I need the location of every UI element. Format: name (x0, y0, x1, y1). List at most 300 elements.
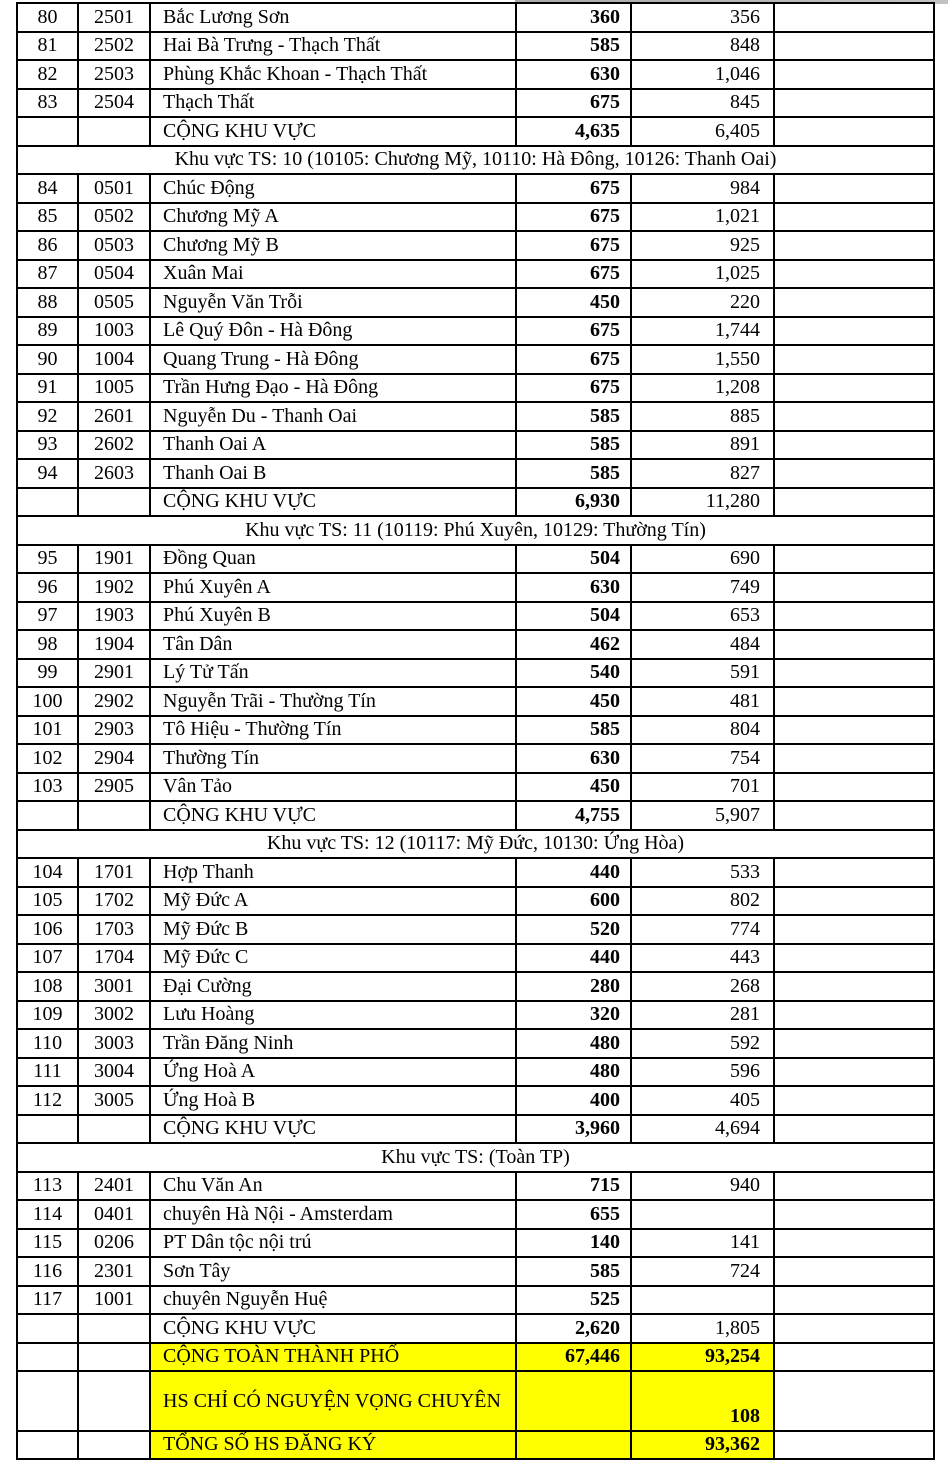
code-cell: 0401 (78, 1200, 150, 1229)
quota-cell: 6,930 (516, 488, 631, 517)
admission-table-body (17, 3, 934, 1459)
registered-cell: 481 (631, 687, 774, 716)
registered-cell: 749 (631, 573, 774, 602)
school-row (17, 345, 934, 374)
stt-cell: 93 (17, 431, 78, 460)
total-label-cell: HS CHỈ CÓ NGUYỆN VỌNG CHUYÊN (150, 1371, 516, 1431)
notes-cell (774, 488, 934, 517)
registered-cell: 93,254 (631, 1343, 774, 1372)
code-cell: 1901 (78, 545, 150, 574)
stt-cell: 113 (17, 1172, 78, 1201)
school-name-cell: Thạch Thất (150, 89, 516, 118)
quota-cell: 585 (516, 431, 631, 460)
code-cell (78, 488, 150, 517)
code-cell: 0505 (78, 288, 150, 317)
quota-cell: 675 (516, 203, 631, 232)
school-row (17, 744, 934, 773)
quota-cell: 67,446 (516, 1343, 631, 1372)
notes-cell (774, 1371, 934, 1431)
quota-cell: 585 (516, 459, 631, 488)
stt-cell: 105 (17, 887, 78, 916)
code-cell: 1004 (78, 345, 150, 374)
school-name-cell: Phùng Khắc Khoan - Thạch Thất (150, 60, 516, 89)
school-name-cell: Vân Tảo (150, 773, 516, 802)
stt-cell: 92 (17, 402, 78, 431)
notes-cell (774, 1172, 934, 1201)
quota-cell: 585 (516, 402, 631, 431)
section-header-row (17, 516, 934, 545)
code-cell (78, 1371, 150, 1431)
code-cell: 0501 (78, 174, 150, 203)
notes-cell (774, 716, 934, 745)
code-cell: 1904 (78, 630, 150, 659)
registered-cell: 281 (631, 1001, 774, 1030)
code-cell (78, 1431, 150, 1460)
code-cell: 0206 (78, 1229, 150, 1258)
school-name-cell: Hợp Thanh (150, 858, 516, 887)
code-cell: 2502 (78, 32, 150, 61)
quota-cell: 675 (516, 260, 631, 289)
quota-cell: 520 (516, 915, 631, 944)
region-total-row (17, 1314, 934, 1343)
school-name-cell: Đại Cường (150, 972, 516, 1001)
registered-cell: 1,208 (631, 374, 774, 403)
registered-cell: 1,021 (631, 203, 774, 232)
region-total-row (17, 117, 934, 146)
school-row (17, 773, 934, 802)
registered-cell: 848 (631, 32, 774, 61)
registered-cell: 1,046 (631, 60, 774, 89)
school-name-cell: Nguyễn Trãi - Thường Tín (150, 687, 516, 716)
quota-cell: 504 (516, 602, 631, 631)
code-cell (78, 1115, 150, 1144)
code-cell: 2603 (78, 459, 150, 488)
quota-cell (516, 1431, 631, 1460)
code-cell: 0503 (78, 231, 150, 260)
school-row (17, 858, 934, 887)
stt-cell (17, 1431, 78, 1460)
stt-cell (17, 488, 78, 517)
school-row (17, 317, 934, 346)
code-cell: 2602 (78, 431, 150, 460)
school-row (17, 545, 934, 574)
quota-cell: 280 (516, 972, 631, 1001)
notes-cell (774, 1229, 934, 1258)
stt-cell: 103 (17, 773, 78, 802)
notes-cell (774, 887, 934, 916)
registered-cell: 1,550 (631, 345, 774, 374)
registered-cell: 141 (631, 1229, 774, 1258)
notes-cell (774, 231, 934, 260)
registered-cell: 754 (631, 744, 774, 773)
quota-cell: 462 (516, 630, 631, 659)
registered-cell (631, 1200, 774, 1229)
notes-cell (774, 117, 934, 146)
total-label-cell: TỔNG SỐ HS ĐĂNG KÝ (150, 1431, 516, 1460)
school-name-cell: Mỹ Đức C (150, 944, 516, 973)
stt-cell (17, 801, 78, 830)
school-name-cell: Trần Đăng Ninh (150, 1029, 516, 1058)
code-cell: 2301 (78, 1257, 150, 1286)
stt-cell (17, 1371, 78, 1431)
notes-cell (774, 1001, 934, 1030)
code-cell: 2401 (78, 1172, 150, 1201)
school-row (17, 1029, 934, 1058)
total-label-cell: CỘNG TOÀN THÀNH PHỐ (150, 1343, 516, 1372)
notes-cell (774, 915, 934, 944)
section-header-cell: Khu vực TS: (Toàn TP) (17, 1143, 934, 1172)
notes-cell (774, 1058, 934, 1087)
registered-cell: 845 (631, 89, 774, 118)
registered-cell (631, 1286, 774, 1315)
code-cell (78, 117, 150, 146)
city-total-row (17, 1431, 934, 1460)
code-cell: 1903 (78, 602, 150, 631)
registered-cell: 356 (631, 3, 774, 32)
quota-cell: 675 (516, 231, 631, 260)
registered-cell: 1,744 (631, 317, 774, 346)
school-row (17, 402, 934, 431)
school-name-cell: Sơn Tây (150, 1257, 516, 1286)
total-label-cell: CỘNG KHU VỰC (150, 1314, 516, 1343)
notes-cell (774, 630, 934, 659)
school-name-cell: Bắc Lương Sơn (150, 3, 516, 32)
section-header-row (17, 1143, 934, 1172)
stt-cell: 83 (17, 89, 78, 118)
school-name-cell: Chu Văn An (150, 1172, 516, 1201)
code-cell: 1005 (78, 374, 150, 403)
region-total-row (17, 801, 934, 830)
stt-cell: 96 (17, 573, 78, 602)
stt-cell: 102 (17, 744, 78, 773)
notes-cell (774, 1115, 934, 1144)
quota-cell: 450 (516, 687, 631, 716)
registered-cell: 984 (631, 174, 774, 203)
school-name-cell: Ứng Hoà A (150, 1058, 516, 1087)
school-name-cell: PT Dân tộc nội trú (150, 1229, 516, 1258)
stt-cell: 116 (17, 1257, 78, 1286)
quota-cell: 140 (516, 1229, 631, 1258)
quota-cell: 585 (516, 716, 631, 745)
school-row (17, 431, 934, 460)
stt-cell: 104 (17, 858, 78, 887)
notes-cell (774, 3, 934, 32)
school-row (17, 915, 934, 944)
quota-cell: 585 (516, 1257, 631, 1286)
school-name-cell: Phú Xuyên A (150, 573, 516, 602)
registered-cell: 653 (631, 602, 774, 631)
code-cell: 2501 (78, 3, 150, 32)
stt-cell: 101 (17, 716, 78, 745)
code-cell: 3003 (78, 1029, 150, 1058)
quota-cell: 630 (516, 744, 631, 773)
registered-cell: 804 (631, 716, 774, 745)
school-row (17, 231, 934, 260)
code-cell: 1902 (78, 573, 150, 602)
school-name-cell: Tân Dân (150, 630, 516, 659)
registered-cell: 774 (631, 915, 774, 944)
stt-cell: 100 (17, 687, 78, 716)
notes-cell (774, 602, 934, 631)
region-total-row (17, 1115, 934, 1144)
school-name-cell: Chúc Động (150, 174, 516, 203)
notes-cell (774, 1343, 934, 1372)
notes-cell (774, 1029, 934, 1058)
admission-table (16, 2, 935, 1460)
notes-cell (774, 659, 934, 688)
school-row (17, 659, 934, 688)
school-row (17, 1001, 934, 1030)
city-total-row (17, 1371, 934, 1431)
registered-cell: 108 (631, 1371, 774, 1431)
stt-cell: 91 (17, 374, 78, 403)
school-row (17, 602, 934, 631)
code-cell: 2903 (78, 716, 150, 745)
code-cell: 2905 (78, 773, 150, 802)
section-header-cell: Khu vực TS: 11 (10119: Phú Xuyên, 10129: Thường Tín) (17, 516, 934, 545)
code-cell: 3002 (78, 1001, 150, 1030)
notes-cell (774, 1286, 934, 1315)
notes-cell (774, 773, 934, 802)
school-row (17, 1200, 934, 1229)
code-cell (78, 1314, 150, 1343)
stt-cell: 98 (17, 630, 78, 659)
school-row (17, 716, 934, 745)
registered-cell: 1,805 (631, 1314, 774, 1343)
code-cell: 3001 (78, 972, 150, 1001)
school-row (17, 288, 934, 317)
registered-cell: 6,405 (631, 117, 774, 146)
quota-cell: 320 (516, 1001, 631, 1030)
school-row (17, 1286, 934, 1315)
notes-cell (774, 1431, 934, 1460)
code-cell: 2904 (78, 744, 150, 773)
school-row (17, 944, 934, 973)
notes-cell (774, 858, 934, 887)
quota-cell: 630 (516, 573, 631, 602)
school-name-cell: Lý Tử Tấn (150, 659, 516, 688)
code-cell: 1703 (78, 915, 150, 944)
school-row (17, 887, 934, 916)
school-row (17, 1086, 934, 1115)
code-cell: 1702 (78, 887, 150, 916)
school-name-cell: Lê Quý Đôn - Hà Đông (150, 317, 516, 346)
notes-cell (774, 1314, 934, 1343)
code-cell: 3004 (78, 1058, 150, 1087)
registered-cell: 891 (631, 431, 774, 460)
total-label-cell: CỘNG KHU VỰC (150, 1115, 516, 1144)
school-row (17, 32, 934, 61)
registered-cell: 690 (631, 545, 774, 574)
registered-cell: 724 (631, 1257, 774, 1286)
stt-cell: 81 (17, 32, 78, 61)
code-cell: 2902 (78, 687, 150, 716)
quota-cell: 440 (516, 944, 631, 973)
notes-cell (774, 1257, 934, 1286)
school-name-cell: Tô Hiệu - Thường Tín (150, 716, 516, 745)
registered-cell: 533 (631, 858, 774, 887)
code-cell (78, 1343, 150, 1372)
stt-cell: 106 (17, 915, 78, 944)
quota-cell: 480 (516, 1058, 631, 1087)
stt-cell: 80 (17, 3, 78, 32)
notes-cell (774, 545, 934, 574)
school-name-cell: Quang Trung - Hà Đông (150, 345, 516, 374)
quota-cell: 675 (516, 374, 631, 403)
stt-cell: 87 (17, 260, 78, 289)
code-cell: 2503 (78, 60, 150, 89)
school-name-cell: Chương Mỹ B (150, 231, 516, 260)
quota-cell: 630 (516, 60, 631, 89)
notes-cell (774, 944, 934, 973)
notes-cell (774, 1200, 934, 1229)
stt-cell: 107 (17, 944, 78, 973)
school-row (17, 1058, 934, 1087)
school-name-cell: Mỹ Đức B (150, 915, 516, 944)
stt-cell: 94 (17, 459, 78, 488)
registered-cell: 93,362 (631, 1431, 774, 1460)
quota-cell: 585 (516, 32, 631, 61)
stt-cell: 97 (17, 602, 78, 631)
registered-cell: 596 (631, 1058, 774, 1087)
notes-cell (774, 203, 934, 232)
code-cell: 2504 (78, 89, 150, 118)
stt-cell: 90 (17, 345, 78, 374)
stt-cell: 88 (17, 288, 78, 317)
notes-cell (774, 1086, 934, 1115)
total-label-cell: CỘNG KHU VỰC (150, 117, 516, 146)
stt-cell (17, 1343, 78, 1372)
school-name-cell: chuyên Hà Nội - Amsterdam (150, 1200, 516, 1229)
stt-cell: 99 (17, 659, 78, 688)
code-cell: 0502 (78, 203, 150, 232)
quota-cell: 675 (516, 89, 631, 118)
school-row (17, 1257, 934, 1286)
quota-cell: 440 (516, 858, 631, 887)
registered-cell: 592 (631, 1029, 774, 1058)
registered-cell: 802 (631, 887, 774, 916)
code-cell: 1701 (78, 858, 150, 887)
school-row (17, 89, 934, 118)
school-row (17, 1229, 934, 1258)
stt-cell: 95 (17, 545, 78, 574)
school-name-cell: Thanh Oai B (150, 459, 516, 488)
quota-cell: 480 (516, 1029, 631, 1058)
stt-cell (17, 1314, 78, 1343)
notes-cell (774, 431, 934, 460)
stt-cell: 112 (17, 1086, 78, 1115)
stt-cell: 109 (17, 1001, 78, 1030)
quota-cell: 360 (516, 3, 631, 32)
quota-cell: 675 (516, 345, 631, 374)
school-name-cell: Chương Mỹ A (150, 203, 516, 232)
code-cell: 2601 (78, 402, 150, 431)
notes-cell (774, 744, 934, 773)
stt-cell: 111 (17, 1058, 78, 1087)
notes-cell (774, 60, 934, 89)
notes-cell (774, 345, 934, 374)
notes-cell (774, 459, 934, 488)
quota-cell: 4,755 (516, 801, 631, 830)
school-row (17, 630, 934, 659)
code-cell: 1003 (78, 317, 150, 346)
registered-cell: 1,025 (631, 260, 774, 289)
notes-cell (774, 402, 934, 431)
notes-cell (774, 317, 934, 346)
registered-cell: 591 (631, 659, 774, 688)
registered-cell: 11,280 (631, 488, 774, 517)
quota-cell: 715 (516, 1172, 631, 1201)
registered-cell: 443 (631, 944, 774, 973)
quota-cell: 450 (516, 288, 631, 317)
school-name-cell: chuyên Nguyễn Huệ (150, 1286, 516, 1315)
stt-cell (17, 1115, 78, 1144)
school-name-cell: Thanh Oai A (150, 431, 516, 460)
stt-cell: 82 (17, 60, 78, 89)
quota-cell: 400 (516, 1086, 631, 1115)
school-name-cell: Ứng Hoà B (150, 1086, 516, 1115)
stt-cell: 85 (17, 203, 78, 232)
notes-cell (774, 972, 934, 1001)
stt-cell (17, 117, 78, 146)
code-cell: 1704 (78, 944, 150, 973)
school-name-cell: Xuân Mai (150, 260, 516, 289)
school-row (17, 374, 934, 403)
registered-cell: 701 (631, 773, 774, 802)
quota-cell: 4,635 (516, 117, 631, 146)
quota-cell: 525 (516, 1286, 631, 1315)
notes-cell (774, 801, 934, 830)
school-row (17, 972, 934, 1001)
stt-cell: 115 (17, 1229, 78, 1258)
school-name-cell: Trần Hưng Đạo - Hà Đông (150, 374, 516, 403)
quota-cell: 540 (516, 659, 631, 688)
quota-cell: 600 (516, 887, 631, 916)
registered-cell: 4,694 (631, 1115, 774, 1144)
notes-cell (774, 374, 934, 403)
code-cell: 0504 (78, 260, 150, 289)
notes-cell (774, 687, 934, 716)
notes-cell (774, 573, 934, 602)
registered-cell: 5,907 (631, 801, 774, 830)
school-name-cell: Nguyễn Du - Thanh Oai (150, 402, 516, 431)
stt-cell: 84 (17, 174, 78, 203)
school-name-cell: Lưu Hoàng (150, 1001, 516, 1030)
notes-cell (774, 174, 934, 203)
school-name-cell: Thường Tín (150, 744, 516, 773)
school-name-cell: Phú Xuyên B (150, 602, 516, 631)
registered-cell: 484 (631, 630, 774, 659)
quota-cell: 675 (516, 174, 631, 203)
notes-cell (774, 260, 934, 289)
quota-cell: 675 (516, 317, 631, 346)
quota-cell: 655 (516, 1200, 631, 1229)
quota-cell: 2,620 (516, 1314, 631, 1343)
school-row (17, 203, 934, 232)
section-header-cell: Khu vực TS: 12 (10117: Mỹ Đức, 10130: Ứng Hòa) (17, 830, 934, 859)
school-row (17, 1172, 934, 1201)
notes-cell (774, 89, 934, 118)
registered-cell: 940 (631, 1172, 774, 1201)
total-label-cell: CỘNG KHU VỰC (150, 801, 516, 830)
quota-cell (516, 1371, 631, 1431)
school-row (17, 3, 934, 32)
school-row (17, 260, 934, 289)
quota-cell: 3,960 (516, 1115, 631, 1144)
code-cell: 1001 (78, 1286, 150, 1315)
code-cell: 2901 (78, 659, 150, 688)
registered-cell: 827 (631, 459, 774, 488)
